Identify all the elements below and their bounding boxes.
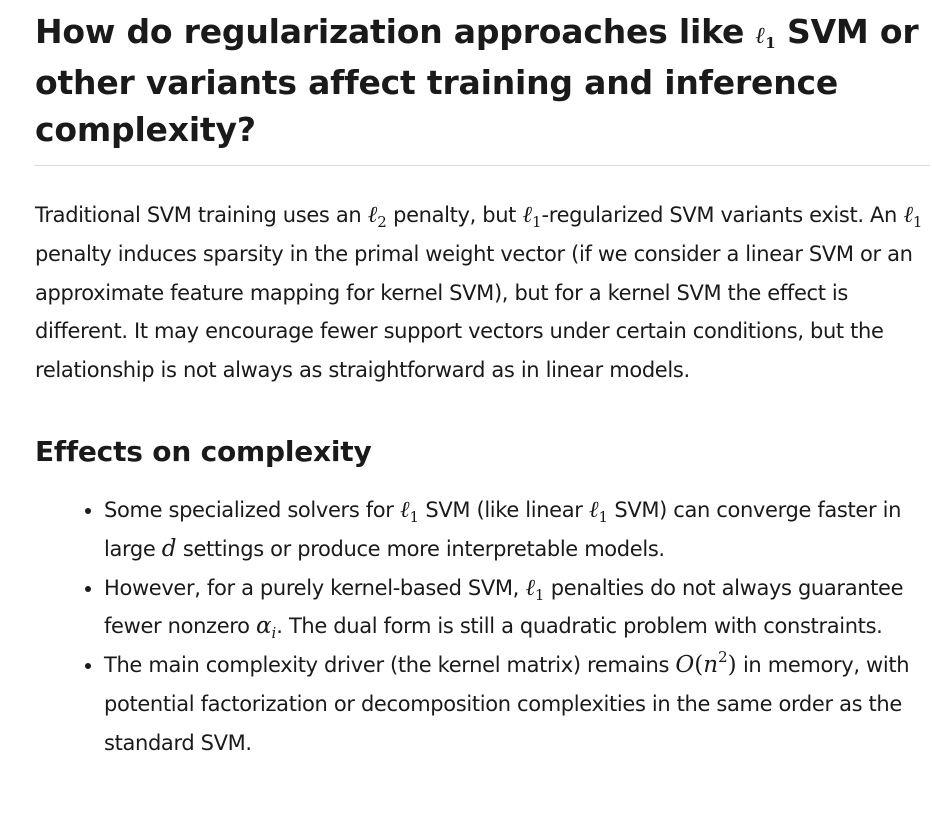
math-ell-2: ℓ$_2$ — [367, 202, 387, 231]
article — [35, 0, 932, 763]
math-big-o-n-squared: $O(n^2)$ — [675, 648, 737, 679]
list-item: • However, for a purely kernel-based SVM, ℓ$_1$ penalties do not always guarantee fewer nonzero $\alpha_i$. The dual form is still a quadratic problem with constraints. — [104, 569, 932, 647]
math-ell-1: ℓ$_1$ — [588, 496, 609, 526]
math-alpha-i: $\alpha_i$ — [255, 613, 277, 643]
list-item: • Some specialized solvers for ℓ$_1$ SVM (like linear ℓ$_1$ SVM) can converge faster in large d settings or produce more interpretable models. — [104, 491, 932, 569]
list-item: • The main complexity driver (the kernel matrix) remains $O(n^2)$ in memory, with potential factorization or decomposition complexities in the same order as the standard SVM. — [104, 646, 932, 762]
math-ell-1: ℓ$_1$ — [522, 202, 542, 231]
bullet-list — [35, 491, 932, 763]
title-text-part-1: How do regularization approaches like — [35, 12, 756, 51]
intro-paragraph: Traditional SVM training uses an ℓ$_2$ penalty, but ℓ$_1$-regularized SVM variants exist. An ℓ$_1$ penalty induces sparsity in the primal weight vector (if we consider a linear SVM or an approximate feature mapping for kernel SVM), but for a kernel SVM the effect is different. It may encourage fewer support vectors under certain conditions, but the relationship is not always as straightforward as in linear models. — [35, 202, 923, 383]
math-ell-1: ℓ$_1$ — [755, 22, 776, 52]
math-ell-1: ℓ$_1$ — [903, 202, 923, 231]
math-ell-1: ℓ$_1$ — [399, 496, 420, 526]
page-title — [35, 8, 930, 166]
title-text-part-2: SVM or other variants affect training and inference complexity? — [35, 12, 919, 149]
section-heading: Effects on complexity — [35, 434, 372, 468]
math-d: d — [161, 535, 177, 562]
math-ell-1: ℓ$_1$ — [525, 574, 545, 604]
